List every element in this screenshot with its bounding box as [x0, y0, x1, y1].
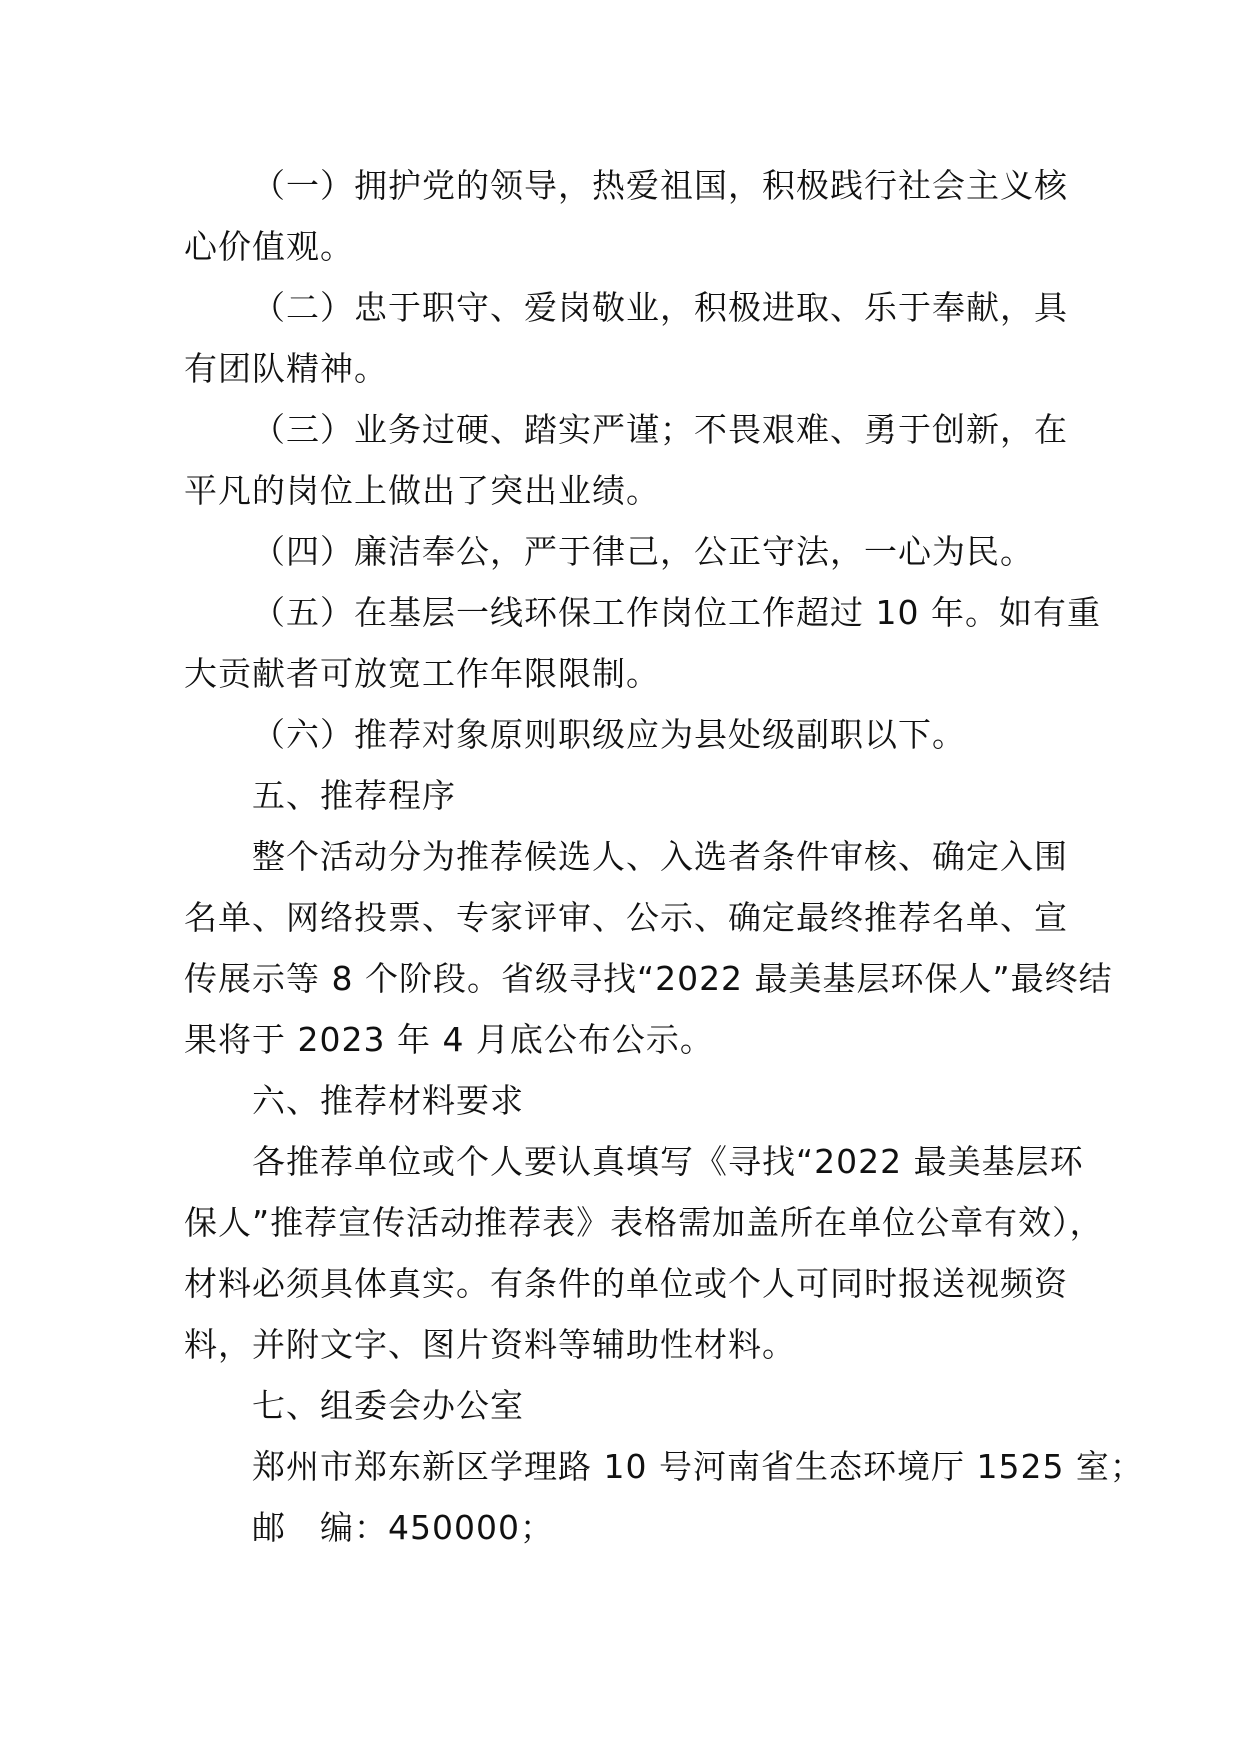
criterion-3-line-2: 平凡的岗位上做出了突出业绩。 — [184, 471, 660, 510]
criterion-6-line-1: （六）推荐对象原则职级应为县处级副职以下。 — [252, 715, 966, 754]
procedure-line-2: 名单、网络投票、专家评审、公示、确定最终推荐名单、宣 — [184, 898, 1068, 937]
criterion-4-line-1: （四）廉洁奉公，严于律己，公正守法，一心为民。 — [252, 532, 1034, 571]
criterion-2-line-1: （二）忠于职守、爱岗敬业，积极进取、乐于奉献，具 — [252, 288, 1068, 327]
criterion-5-line-1: （五）在基层一线环保工作岗位工作超过 10 年。如有重 — [252, 593, 1101, 632]
procedure-line-4: 果将于 2023 年 4 月底公布公示。 — [184, 1020, 714, 1059]
procedure-line-3: 传展示等 8 个阶段。省级寻找“2022 最美基层环保人”最终结 — [184, 959, 1113, 998]
criterion-5-line-2: 大贡献者可放宽工作年限限制。 — [184, 654, 660, 693]
office-postcode: 邮 编：450000； — [252, 1508, 554, 1547]
section-5-heading: 五、推荐程序 — [252, 776, 456, 815]
materials-line-4: 料，并附文字、图片资料等辅助性材料。 — [184, 1325, 796, 1364]
criterion-1-line-2: 心价值观。 — [184, 227, 354, 266]
document-body — [184, 155, 1144, 1558]
materials-line-1: 各推荐单位或个人要认真填写《寻找“2022 最美基层环 — [252, 1142, 1084, 1181]
procedure-line-1: 整个活动分为推荐候选人、入选者条件审核、确定入围 — [252, 837, 1068, 876]
office-address: 郑州市郑东新区学理路 10 号河南省生态环境厅 1525 室； — [252, 1447, 1144, 1486]
criterion-1-line-1: （一）拥护党的领导，热爱祖国，积极践行社会主义核 — [252, 166, 1068, 205]
materials-line-2: 保人”推荐宣传活动推荐表》表格需加盖所在单位公章有效）， — [184, 1203, 1104, 1242]
criterion-2-line-2: 有团队精神。 — [184, 349, 388, 388]
section-6-heading: 六、推荐材料要求 — [252, 1081, 524, 1120]
criterion-3-line-1: （三）业务过硬、踏实严谨；不畏艰难、勇于创新，在 — [252, 410, 1068, 449]
materials-line-3: 材料必须具体真实。有条件的单位或个人可同时报送视频资 — [184, 1264, 1068, 1303]
section-7-heading: 七、组委会办公室 — [252, 1386, 524, 1425]
